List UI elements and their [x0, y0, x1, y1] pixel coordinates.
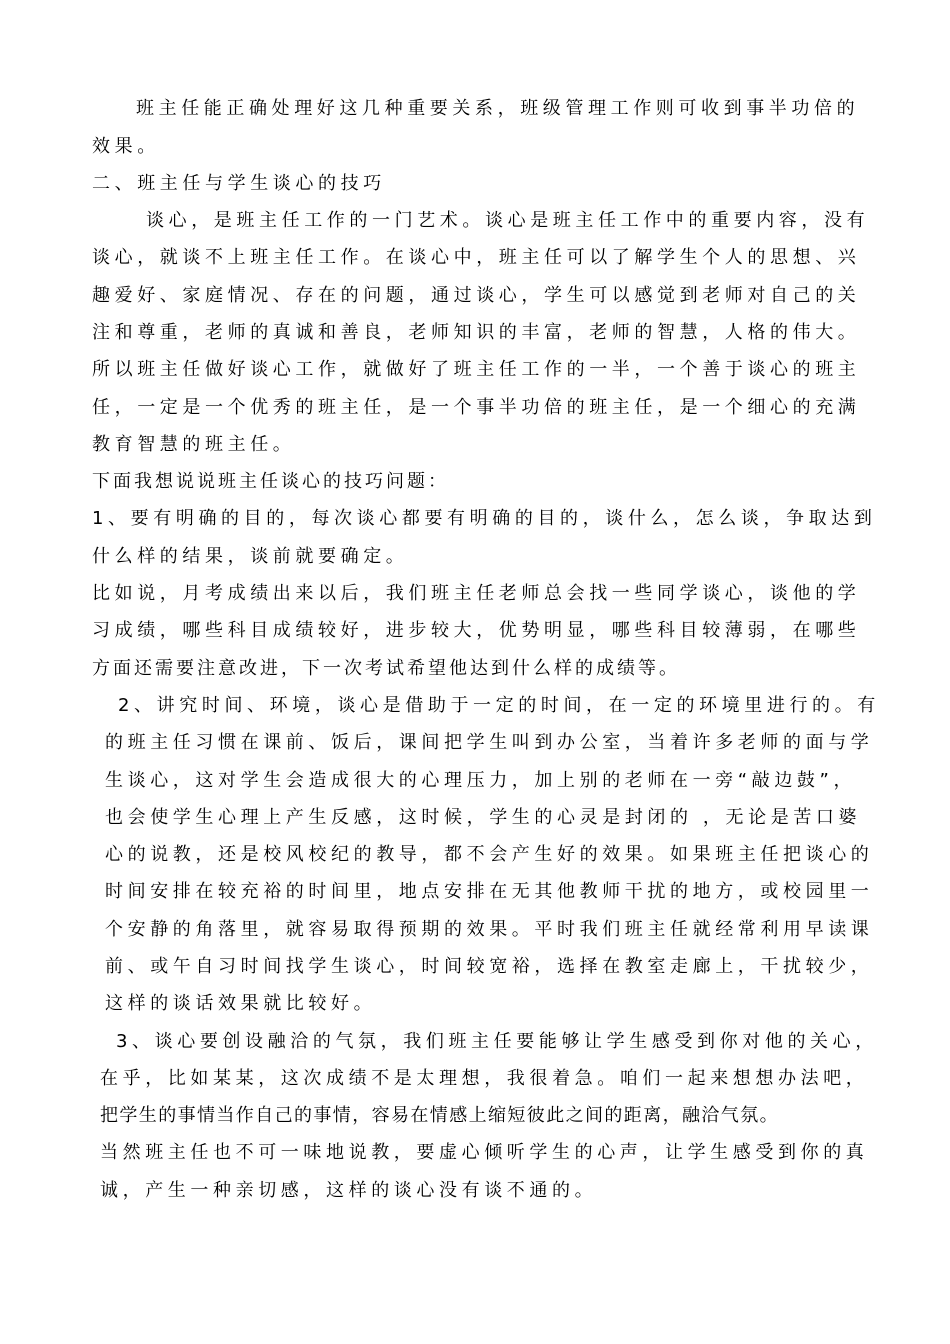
text-line: 习成绩，哪些科目成绩较好，进步较大，优势明显，哪些科目较薄弱，在哪些 [92, 620, 861, 641]
text-line: 时间安排在较充裕的时间里，地点安排在无其他教师干扰的地方，或校园里一 [105, 881, 874, 902]
text-line: 个安静的角落里，就容易取得预期的效果。平时我们班主任就经常利用早读课 [105, 919, 874, 940]
text-line: 注和尊重，老师的真诚和善良，老师知识的丰富，老师的智慧，人格的伟大。 [92, 322, 861, 343]
text-line: 也会使学生心理上产生反感，这时候，学生的心灵是封闭的 ，无论是苦口婆 [105, 807, 862, 828]
text-line: 教育智慧的班主任。 [92, 434, 296, 455]
text-line: 把学生的事情当作自己的事情，容易在情感上缩短彼此之间的距离，融洽气氛。 [100, 1105, 779, 1126]
text-line: 任，一定是一个优秀的班主任，是一个事半功倍的班主任，是一个细心的充满 [92, 397, 861, 418]
text-line: 这样的谈话效果就比较好。 [105, 993, 377, 1014]
text-line: 在乎，比如某某，这次成绩不是太理想，我很着急。咱们一起来想想办法吧， [100, 1068, 869, 1089]
text-line: 所以班主任做好谈心工作，就做好了班主任工作的一半，一个善于谈心的班主 [92, 359, 861, 380]
text-line: 下面我想说说班主任谈心的技巧问题： [92, 471, 449, 492]
list-item: 2、讲究时间、环境，谈心是借助于一定的时间，在一定的环境里进行的。有 [118, 695, 880, 716]
text-line: 心的说教，还是校风校纪的教导，都不会产生好的效果。如果班主任把谈心的 [105, 844, 874, 865]
list-item: 3、谈心要创设融洽的气氛，我们班主任要能够让学生感受到你对他的关心， [116, 1031, 878, 1052]
text-line: 班主任能正确处理好这几种重要关系，班级管理工作则可收到事半功倍的 [136, 98, 860, 119]
text-line: 的班主任习惯在课前、饭后，课间把学生叫到办公室，当着许多老师的面与学 [105, 732, 874, 753]
section-heading: 二、班主任与学生谈心的技巧 [92, 173, 386, 194]
text-line: 诚，产生一种亲切感，这样的谈心没有谈不通的。 [100, 1180, 598, 1201]
text-line: 比如说，月考成绩出来以后，我们班主任老师总会找一些同学谈心，谈他的学 [92, 583, 861, 604]
text-line: 谈心，是班主任工作的一门艺术。谈心是班主任工作中的重要内容，没有 [146, 210, 870, 231]
text-line: 什么样的结果，谈前就要确定。 [92, 546, 409, 567]
text-line: 效果。 [92, 136, 160, 157]
list-item: 1、要有明确的目的，每次谈心都要有明确的目的，谈什么，怎么谈，争取达到 [92, 508, 877, 529]
text-line: 生谈心，这对学生会造成很大的心理压力，加上别的老师在一旁“敲边鼓”， [105, 770, 857, 791]
text-line: 趣爱好、家庭情况、存在的问题，通过谈心，学生可以感觉到老师对自己的关 [92, 285, 861, 306]
text-line: 当然班主任也不可一味地说教，要虚心倾听学生的心声，让学生感受到你的真 [100, 1142, 869, 1163]
text-line: 前、或午自习时间找学生谈心，时间较宽裕，选择在教室走廊上，干扰较少， [105, 956, 874, 977]
text-line: 谈心，就谈不上班主任工作。在谈心中，班主任可以了解学生个人的思想、兴 [92, 247, 861, 268]
text-line: 方面还需要注意改进，下一次考试希望他达到什么样的成绩等。 [92, 658, 680, 679]
